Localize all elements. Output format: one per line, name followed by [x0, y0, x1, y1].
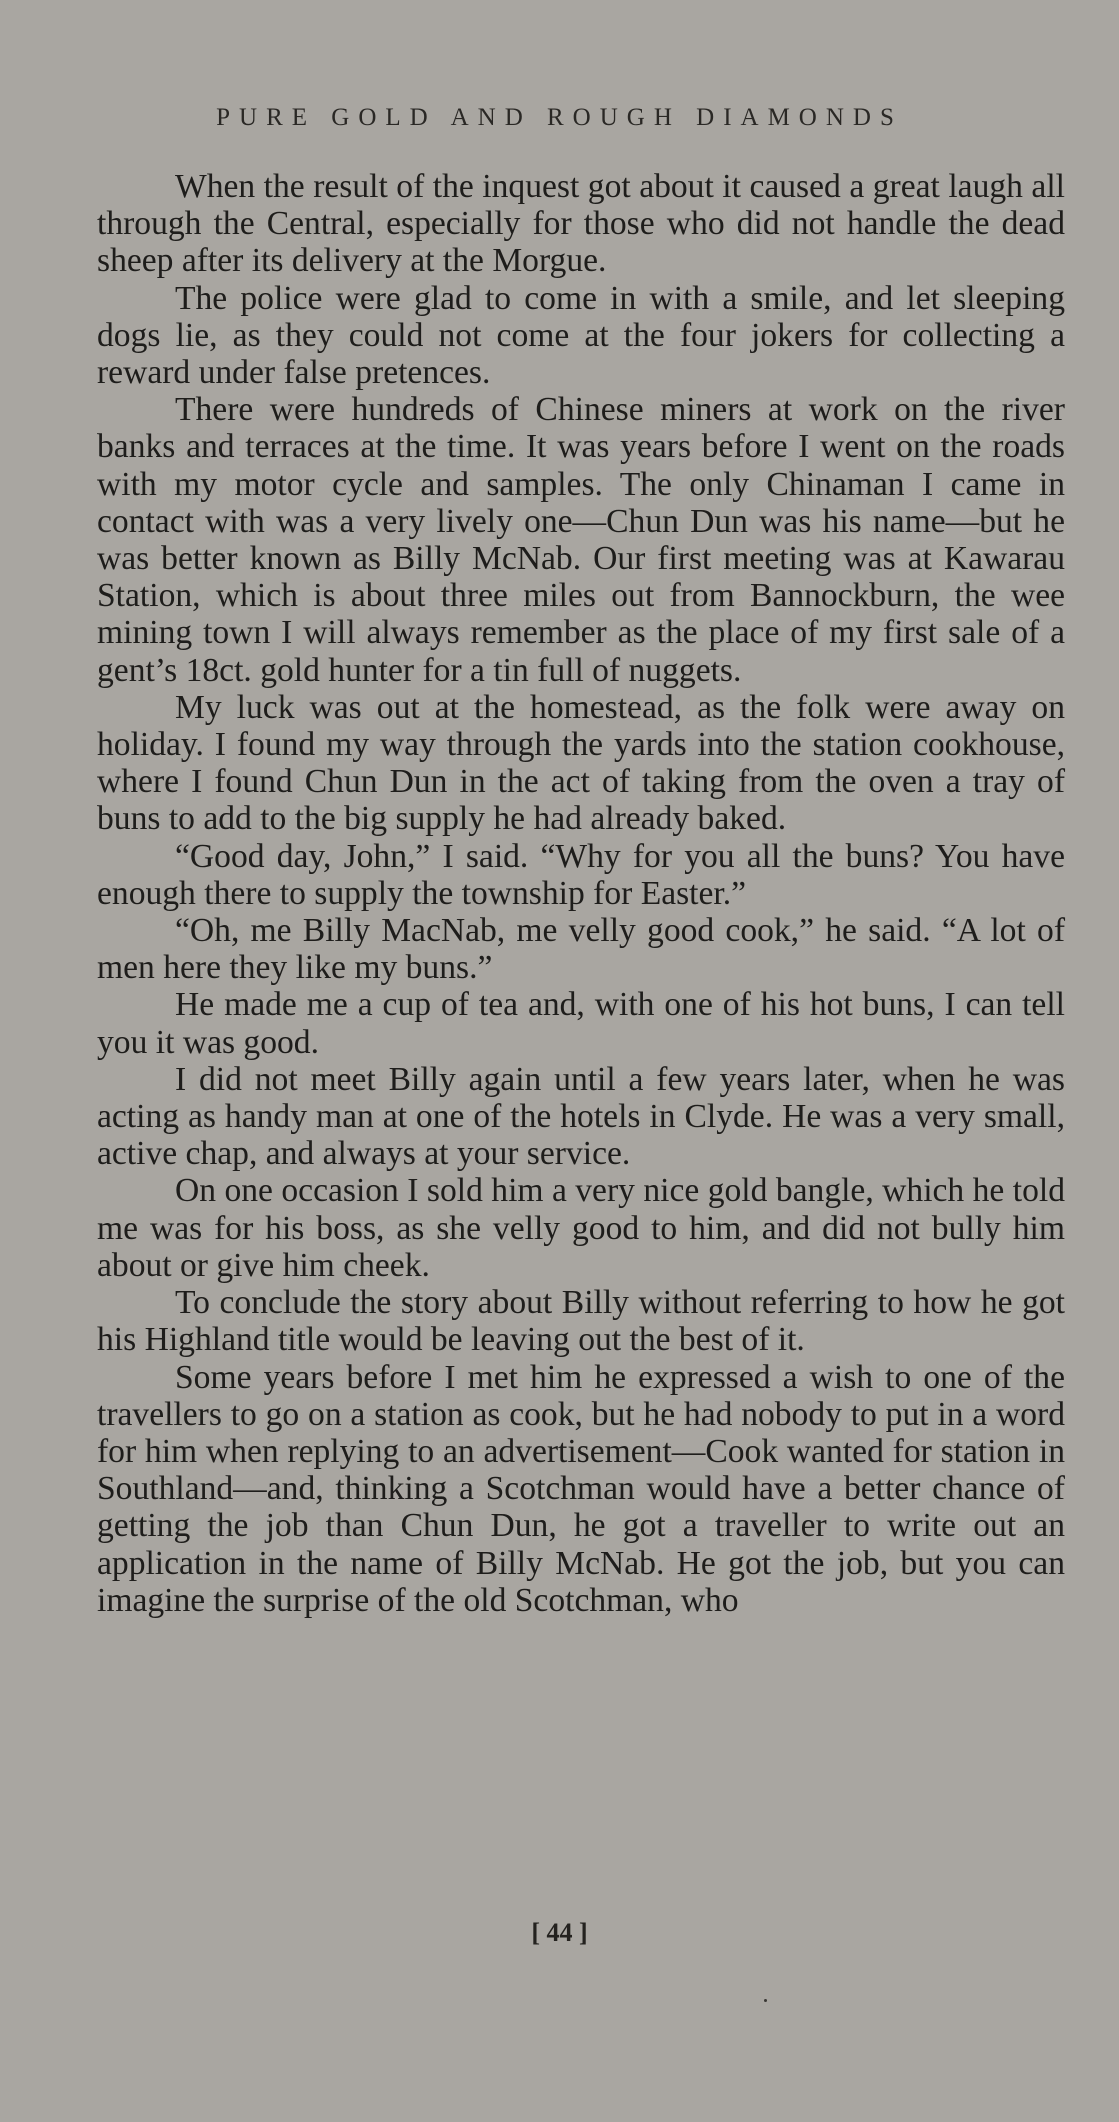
paragraph: When the result of the inquest got about it caused a great laugh all through the Central, especially for those who did not handle the dead sheep after its delivery at the Morgue.	[97, 168, 1065, 280]
paragraph: There were hundreds of Chinese miners at work on the river banks and terraces at the time. It was years before I went on the roads with my motor cycle and samples. The only Chinaman I came in contact with was a very lively one—Chun Dun was his name—but he was better known as Billy McNab. Our first meeting was at Kawarau Station, which is about three miles out from Bannockburn, the wee mining town I will always remember as the place of my first sale of a gent’s 18ct. gold hunter for a tin full of nuggets.	[97, 391, 1065, 689]
paragraph: On one occasion I sold him a very nice gold bangle, which he told me was for his boss, as she velly good to him, and did not bully him about or give him cheek.	[97, 1172, 1065, 1284]
paper-speck	[764, 1999, 767, 2002]
paragraph: Some years before I met him he expressed a wish to one of the travellers to go on a station as cook, but he had nobody to put in a word for him when replying to an advertisement—Cook wanted for station in Southland—and, thinking a Scotchman would have a better chance of getting the job than Chun Dun, he got a traveller to write out an application in the name of Billy McNab. He got the job, but you can imagine the surprise of the old Scotchman, who	[97, 1358, 1065, 1619]
body-text	[97, 168, 1065, 1619]
page-number: [ 44 ]	[531, 1918, 588, 1947]
paragraph: To conclude the story about Billy without referring to how he got his Highland title would be leaving out the best of it.	[97, 1284, 1065, 1359]
paragraph: I did not meet Billy again until a few years later, when he was acting as handy man at one of the hotels in Clyde. He was a very small, active chap, and always at your service.	[97, 1060, 1065, 1173]
paragraph: The police were glad to come in with a smile, and let sleeping dogs lie, as they could not come at the four jokers for collecting a reward under false pretences.	[97, 279, 1065, 392]
running-head: PURE GOLD AND ROUGH DIAMONDS	[216, 104, 903, 131]
paragraph: “Oh, me Billy MacNab, me velly good cook,” he said. “A lot of men here they like my buns.”	[97, 912, 1065, 987]
paragraph: He made me a cup of tea and, with one of his hot buns, I can tell you it was good.	[97, 986, 1065, 1061]
paragraph: My luck was out at the homestead, as the folk were away on holiday. I found my way through the yards into the station cookhouse, where I found Chun Dun in the act of taking from the oven a tray of buns to add to the big supply he had already baked.	[97, 688, 1065, 838]
paragraph: “Good day, John,” I said. “Why for you all the buns? You have enough there to supply the township for Easter.”	[97, 837, 1065, 912]
